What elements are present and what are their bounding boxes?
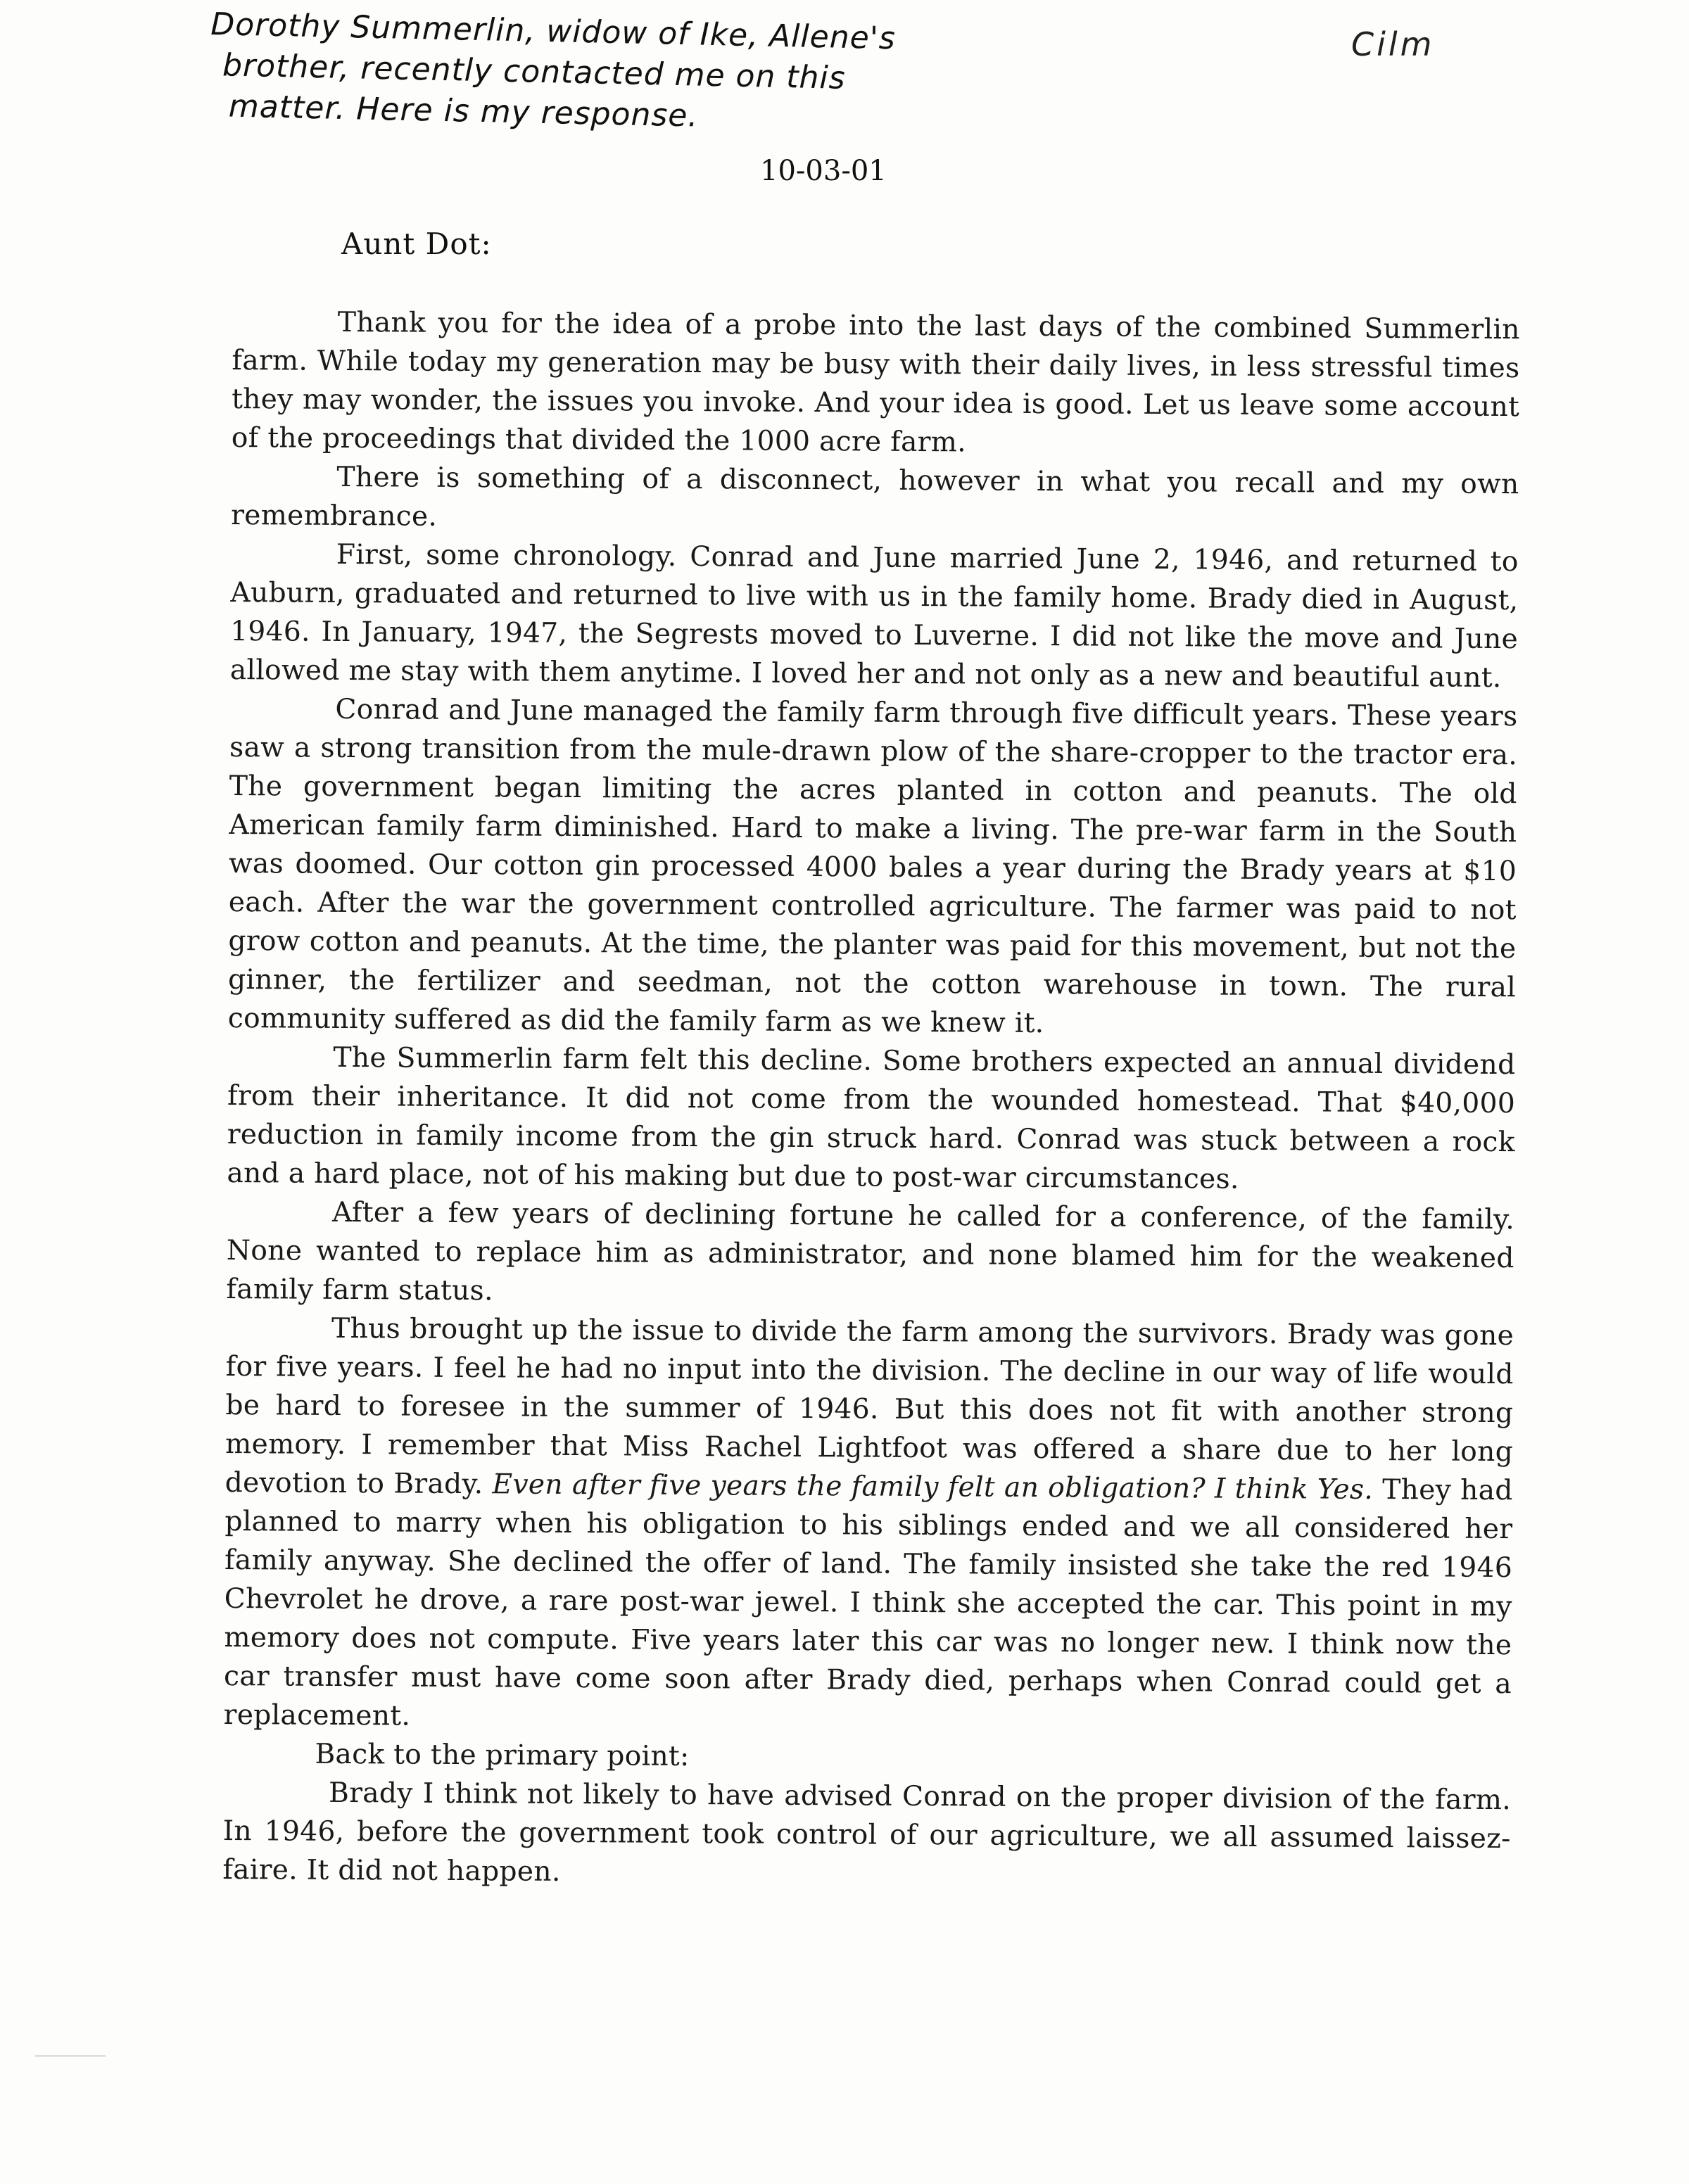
italic-aside: Even after five years the family felt an obligation? I think Yes. bbox=[492, 1468, 1374, 1506]
handwritten-note bbox=[208, 4, 896, 141]
paragraph-6: After a few years of declining fortune he called for a conference, of the family. None wanted to replace him as administrator, and none blamed him for the weakened family farm status. bbox=[226, 1196, 1515, 1307]
paragraph-4: Conrad and June managed the family farm through five difficult years. These years saw a strong transition from the mule-drawn plow of the share-cropper to the tractor era. The government began limiting the acres planted in cotton and peanuts. The old American family farm diminished. Hard to make a living. The pre-war farm in the South was doomed. Our cotton gin processed 4000 bales a year during the Brady years at $10 each. After the war the government controlled agriculture. The farmer was paid to not grow cotton and peanuts. At the time, the planter was paid for this movement, but not the ginner, the fertilizer and seedman, not the cotton warehouse in town. The rural community suffered as did the family farm as we knew it. bbox=[227, 693, 1518, 1040]
handwritten-initials: Cilm bbox=[1351, 25, 1435, 63]
paragraph-7 bbox=[224, 1309, 1514, 1742]
scan-artifact-line bbox=[35, 2055, 106, 2057]
handwritten-line-3: matter. Here is my response. bbox=[228, 88, 699, 134]
paragraph-7-text: Thus brought up the issue to divide the farm among the survivors. Brady was gone for five years. I feel he had no input into the division. The decline in our way of life would be hard to foresee in the summer of 1946. But this does not fit with another strong memory. I remember that Miss Rachel Lightfoot was offered a share due to her long devotion to Brady. bbox=[224, 1312, 1514, 1501]
letter-date: 10-03-01 bbox=[760, 155, 887, 187]
paragraph-1: Thank you for the idea of a probe into the last days of the combined Summerlin farm. While today my generation may be busy with their daily lives, in less stressful times they may wonder, the issues you invoke. And your idea is good. Let us leave some account of the proceedings that divided the 1000 acre farm. bbox=[231, 306, 1520, 459]
handwritten-line-2: brother, recently contacted me on this bbox=[222, 47, 847, 96]
paragraph-9: Brady I think not likely to have advised Conrad on the proper division of the farm. In 1946, before the government took control of our agriculture, we all assumed laissez-faire. It did not happen. bbox=[222, 1777, 1512, 1888]
handwritten-line-1: Dorothy Summerlin, widow of Ike, Allene's bbox=[210, 6, 897, 57]
paragraph-2: There is something of a disconnect, however in what you recall and my own remembrance. bbox=[231, 461, 1519, 533]
salutation: Aunt Dot: bbox=[341, 227, 492, 261]
paragraph-5: The Summerlin farm felt this decline. Some brothers expected an annual dividend from their inheritance. It did not come from the wounded homestead. That $40,000 reduction in family income from the gin struck hard. Conrad was stuck between a rock and a hard place, not of his making but due to post-war circumstances. bbox=[227, 1041, 1516, 1195]
paragraph-8: Back to the primary point: bbox=[315, 1738, 690, 1773]
paragraph-7-continued: They had planned to marry when his obligation to his siblings ended and we all considered her family anyway. She declined the offer of land. The family insisted she take the red 1946 Chevrolet he drove, a rare post-war jewel. I think she accepted the car. This point in my memory does not compute. Five years later this car was no longer new. I think now the car transfer must have come soon after Brady died, perhaps when Conrad could get a replacement. bbox=[223, 1474, 1513, 1732]
paragraph-3: First, some chronology. Conrad and June married June 2, 1946, and returned to Auburn, graduated and returned to live with us in the family home. Brady died in August, 1946. In January, 1947, the Segrests moved to Luverne. I did not like the move and June allowed me stay with them anytime. I loved her and not only as a new and beautiful aunt. bbox=[229, 538, 1519, 694]
letter-body bbox=[222, 303, 1520, 1897]
